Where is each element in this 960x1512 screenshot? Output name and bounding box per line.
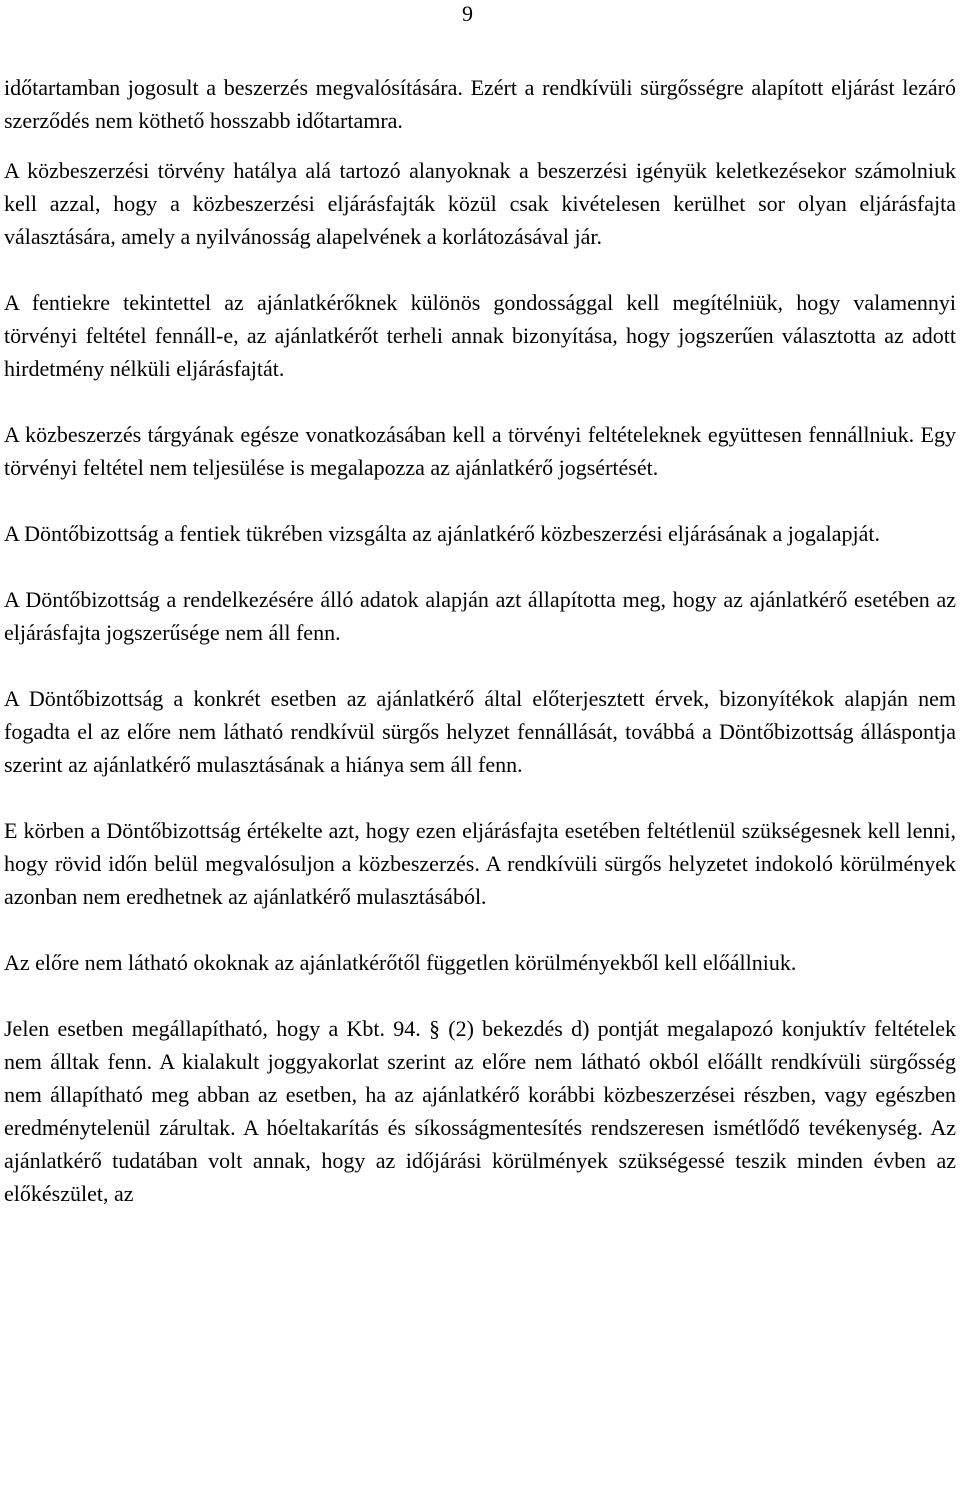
paragraph-8: E körben a Döntőbizottság értékelte azt, hogy ezen eljárásfajta esetében feltétlenül szükségesnek kell lenni, hogy rövid időn belül megvalósuljon a közbeszerzés. A rendkívüli sürgős helyzetet indokoló körülmények azonban nem eredhetnek az ajánlatkérő mulasztásából. bbox=[4, 818, 956, 909]
paragraph-3: A fentiekre tekintettel az ajánlatkérőknek különös gondossággal kell megítélniük, hogy valamennyi törvényi feltétel fennáll-e, az ajánlatkérőt terheli annak bizonyítása, hogy jogszerűen választotta az adott hirdetmény nélküli eljárásfajtát. bbox=[4, 290, 956, 381]
paragraph-9: Az előre nem látható okoknak az ajánlatkérőtől független körülményekből kell előállniuk. bbox=[4, 950, 797, 975]
paragraph-10: Jelen esetben megállapítható, hogy a Kbt. 94. § (2) bekezdés d) pontját megalapozó konjuktív feltételek nem álltak fenn. A kialakult joggyakorlat szerint az előre nem látható okból előállt rendkívüli sürgősség nem állapítható meg abban az esetben, ha az ajánlatkérő korábbi közbeszerzései részben, vagy egészben eredménytelenül zárultak. A hóeltakarítás és síkosságmentesítés rendszeresen ismétlődő tevékenység. Az ajánlatkérő tudatában volt annak, hogy az időjárási körülmények szükségessé teszik minden évben az előkészület, az bbox=[4, 1016, 956, 1206]
document-body bbox=[4, 71, 956, 1210]
paragraph-6: A Döntőbizottság a rendelkezésére álló adatok alapján azt állapította meg, hogy az ajánlatkérő esetében az eljárásfajta jogszerűsége nem áll fenn. bbox=[4, 587, 956, 645]
paragraph-2: A közbeszerzési törvény hatálya alá tartozó alanyoknak a beszerzési igényük keletkezésekor számolniuk kell azzal, hogy a közbeszerzési eljárásfajták közül csak kivételesen kerülhet sor olyan eljárásfajta választására, amely a nyilvánosság alapelvének a korlátozásával jár. bbox=[4, 158, 956, 249]
paragraph-4: A közbeszerzés tárgyának egésze vonatkozásában kell a törvényi feltételeknek együttesen fennállniuk. Egy törvényi feltétel nem teljesülése is megalapozza az ajánlatkérő jogsértését. bbox=[4, 422, 956, 480]
page-number: 9 bbox=[462, 1, 473, 26]
paragraph-5: A Döntőbizottság a fentiek tükrében vizsgálta az ajánlatkérő közbeszerzési eljárásának a jogalapját. bbox=[4, 521, 880, 546]
paragraph-1: időtartamban jogosult a beszerzés megvalósítására. Ezért a rendkívüli sürgősségre alapított eljárást lezáró szerződés nem köthető hosszabb időtartamra. bbox=[4, 75, 956, 133]
paragraph-7: A Döntőbizottság a konkrét esetben az ajánlatkérő által előterjesztett érvek, bizonyítékok alapján nem fogadta el az előre nem látható rendkívül sürgős helyzet fennállását, továbbá a Döntőbizottság álláspontja szerint az ajánlatkérő mulasztásának a hiánya sem áll fenn. bbox=[4, 686, 956, 777]
